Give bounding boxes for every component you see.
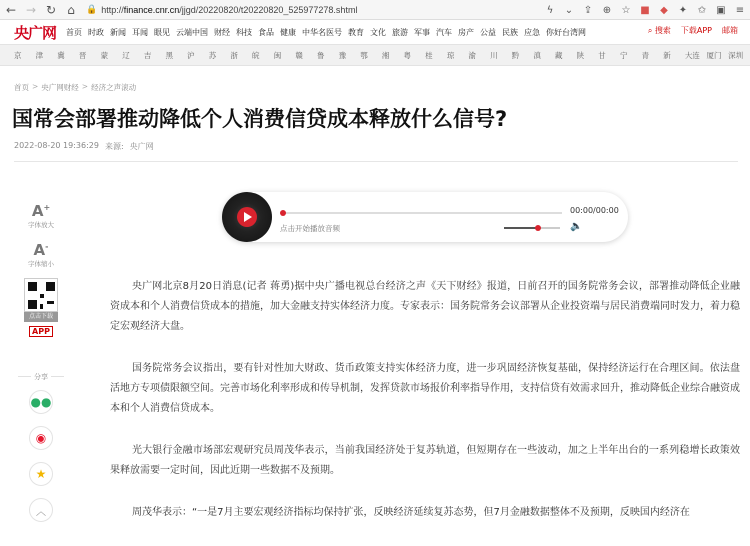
region-item[interactable]: 渝 (468, 50, 476, 60)
menu-icon[interactable]: ≡ (735, 4, 745, 16)
nav-item[interactable]: 新闻 (110, 27, 127, 37)
region-item[interactable]: 藏 (555, 50, 563, 60)
region-item[interactable]: 琼 (446, 50, 455, 60)
address-bar[interactable]: http://finance.cnr.cn/jjgd/20220820/t20220820_525977278.shtml (101, 4, 358, 15)
region-item[interactable]: 甘 (598, 50, 606, 60)
play-hint: 点击开始播放音频 (280, 224, 340, 233)
nav-item[interactable]: 旅游 (392, 27, 409, 37)
nav-item[interactable]: 食品 (258, 27, 275, 37)
region-item[interactable]: 青 (641, 50, 650, 60)
article-paragraph: 国务院常务会议指出，要有针对性加大财政、货币政策支持实体经济力度，进一步巩固经济恢复基础，保持经济运行在合理区间。依法盘活地方专项债限额空间。完善市场化利率形成和传导机制，发挥贷款市场报价利率指导作用，支持信贷有效需求回升，推动降低企业综合融资成本和个人消费信贷成本。 (110, 363, 740, 414)
bookmark-icon[interactable]: ✩ (697, 4, 707, 16)
region-item[interactable]: 厦门 (706, 50, 722, 60)
region-item[interactable]: 苏 (208, 50, 217, 60)
publish-date: 2022-08-20 19:36:29 (14, 141, 99, 150)
browser-toolbar (0, 0, 750, 20)
nav-item[interactable]: 健康 (280, 27, 297, 37)
font-smaller-label: 字体缩小 (28, 260, 54, 268)
nav-item[interactable]: 你好台湾网 (546, 27, 587, 37)
extension-icon[interactable]: ■ (640, 4, 650, 16)
chevron-down-icon[interactable]: ⌄ (564, 4, 574, 16)
nav-item[interactable]: 房产 (458, 27, 475, 37)
nav-item[interactable]: 文化 (370, 27, 387, 37)
region-item[interactable]: 鲁 (316, 50, 325, 60)
region-item[interactable]: 京 (14, 50, 22, 60)
record-disc-icon (222, 192, 272, 242)
volume-slider[interactable] (504, 227, 560, 229)
font-bigger-icon: A+ (31, 202, 51, 220)
region-item[interactable]: 湘 (381, 50, 390, 60)
nav-item[interactable]: 公益 (480, 27, 497, 37)
site-header (0, 21, 750, 43)
region-item[interactable]: 赣 (295, 50, 303, 60)
translate-icon[interactable]: ⊕ (602, 4, 612, 16)
divider (14, 161, 738, 162)
share-label: 分享 (31, 372, 51, 382)
star-icon[interactable]: ☆ (621, 4, 631, 16)
nav-item[interactable]: 科技 (236, 27, 253, 37)
breadcrumb-home[interactable]: 首页 (14, 83, 29, 92)
breadcrumb: 首页 > 央广网财经 > 经济之声滚动 (14, 82, 137, 92)
article-paragraph: 光大银行金融市场部宏观研究员周茂华表示，当前我国经济处于复苏轨道，但短期存在一些波动，加之上半年出台的一系列稳增长政策效果释放需要一定时间，因此近期一些数据不及预期。 (110, 445, 740, 476)
main-nav (66, 27, 586, 38)
region-item[interactable]: 豫 (338, 50, 347, 60)
region-item[interactable]: 晋 (78, 50, 87, 60)
search-link[interactable]: ⌕ 搜索 (648, 25, 671, 36)
back-icon[interactable]: ← (5, 2, 17, 17)
volume-handle[interactable] (535, 225, 541, 231)
qr-download[interactable] (24, 278, 58, 337)
nav-item[interactable]: 财经 (214, 27, 231, 37)
region-item[interactable]: 津 (35, 50, 44, 60)
qr-code-icon (24, 278, 58, 312)
share-panel (18, 372, 64, 534)
region-item[interactable]: 新 (663, 50, 671, 60)
puzzle-icon[interactable]: ✦ (678, 4, 688, 16)
share-icon[interactable]: ⇪ (583, 4, 593, 16)
nav-item[interactable]: 教育 (348, 27, 365, 37)
source-label: 来源: (104, 142, 124, 151)
font-smaller-button[interactable] (28, 239, 54, 268)
audio-time: 00:00/00:00 (570, 206, 619, 215)
region-item[interactable]: 闽 (273, 50, 282, 60)
game-icon[interactable]: ◆ (660, 4, 668, 16)
region-item[interactable]: 滇 (533, 50, 541, 60)
download-app-link[interactable]: 下载APP (680, 26, 712, 35)
weibo-icon[interactable]: ◉ (29, 426, 53, 450)
region-item[interactable]: 皖 (252, 50, 260, 60)
site-logo[interactable]: 央广网 (14, 23, 57, 42)
article-paragraph: 央广网北京8月20日消息(记者 蒋勇)据中央广播电视总台经济之声《天下财经》报道，日前召开的国务院常务会议，部署推动降低企业融资成本和个人消费信贷成本的措施，加大金融支持实体经济力度。专家表示：国务院常务会议部署从企业投资端与居民消费端同时发力，着力稳定宏观经济大盘。 (110, 281, 740, 332)
article-paragraph: 周茂华表示：“一是7月主要宏观经济指标均保持扩张，反映经济延续复苏态势，但7月金融数据整体不及预期，反映国内经济在 (132, 507, 690, 518)
region-nav (0, 44, 750, 66)
region-item[interactable]: 川 (490, 50, 498, 60)
nav-item[interactable]: 应急 (524, 27, 541, 37)
region-item[interactable]: 吉 (143, 50, 152, 60)
nav-item[interactable]: 军事 (414, 27, 431, 37)
font-bigger-button[interactable] (28, 200, 54, 229)
audio-progress-bar[interactable] (282, 212, 562, 214)
font-bigger-label: 字体放大 (28, 221, 54, 229)
source-name: 央广网 (129, 142, 154, 151)
home-icon[interactable]: ⌂ (67, 2, 75, 17)
region-item[interactable]: 冀 (57, 50, 65, 60)
article-body (110, 277, 740, 545)
region-item[interactable]: 黑 (165, 50, 173, 60)
play-button[interactable] (237, 207, 257, 227)
nav-item[interactable]: 汽车 (436, 27, 453, 37)
page-title: 国常会部署推动降低个人消费信贷成本释放什么信号? (12, 107, 508, 131)
audio-player (222, 192, 628, 242)
progress-handle[interactable] (280, 210, 286, 216)
nav-item[interactable]: 云端中国 (176, 27, 209, 37)
nav-item[interactable]: 眼见 (154, 27, 171, 37)
article-meta (14, 141, 154, 152)
nav-item[interactable]: 民族 (502, 27, 519, 37)
region-item[interactable]: 深圳 (728, 50, 744, 60)
wechat-icon[interactable]: ●● (29, 390, 53, 414)
region-item[interactable]: 浙 (230, 50, 238, 60)
region-item[interactable]: 黔 (511, 50, 520, 60)
back-to-top-icon[interactable]: ︿ (29, 498, 53, 522)
nav-item[interactable]: 首页 (66, 27, 83, 37)
qr-label: 点击下载 (24, 312, 58, 322)
reload-icon[interactable]: ↻ (45, 2, 57, 17)
region-item[interactable]: 桂 (425, 50, 433, 60)
region-item[interactable]: 大连 (684, 50, 700, 60)
region-item[interactable]: 陕 (576, 50, 585, 60)
region-item[interactable]: 蒙 (100, 50, 109, 60)
region-item[interactable]: 辽 (122, 50, 130, 60)
tabs-icon[interactable]: ▣ (716, 4, 726, 16)
mail-link[interactable]: 邮箱 (722, 26, 738, 35)
speaker-icon[interactable]: 🔈 (570, 221, 583, 232)
region-item[interactable]: 沪 (187, 50, 195, 60)
font-smaller-icon: A- (33, 241, 49, 259)
region-item[interactable]: 粤 (403, 50, 412, 60)
lock-icon[interactable]: 🔒 (86, 4, 98, 15)
breadcrumb-finance[interactable]: 央广网财经 (41, 83, 79, 92)
lightning-icon[interactable]: ϟ (546, 4, 554, 16)
nav-item[interactable]: 时政 (88, 27, 105, 37)
article-tools (18, 200, 64, 347)
breadcrumb-section[interactable]: 经济之声滚动 (91, 83, 137, 92)
app-badge[interactable]: APP (29, 326, 53, 337)
region-item[interactable]: 宁 (619, 50, 628, 60)
nav-item[interactable]: 耳闻 (132, 27, 149, 37)
nav-item[interactable]: 中华名医号 (302, 27, 343, 37)
forward-icon[interactable]: → (25, 2, 37, 17)
region-item[interactable]: 鄂 (360, 50, 368, 60)
qzone-star-icon[interactable]: ★ (29, 462, 53, 486)
